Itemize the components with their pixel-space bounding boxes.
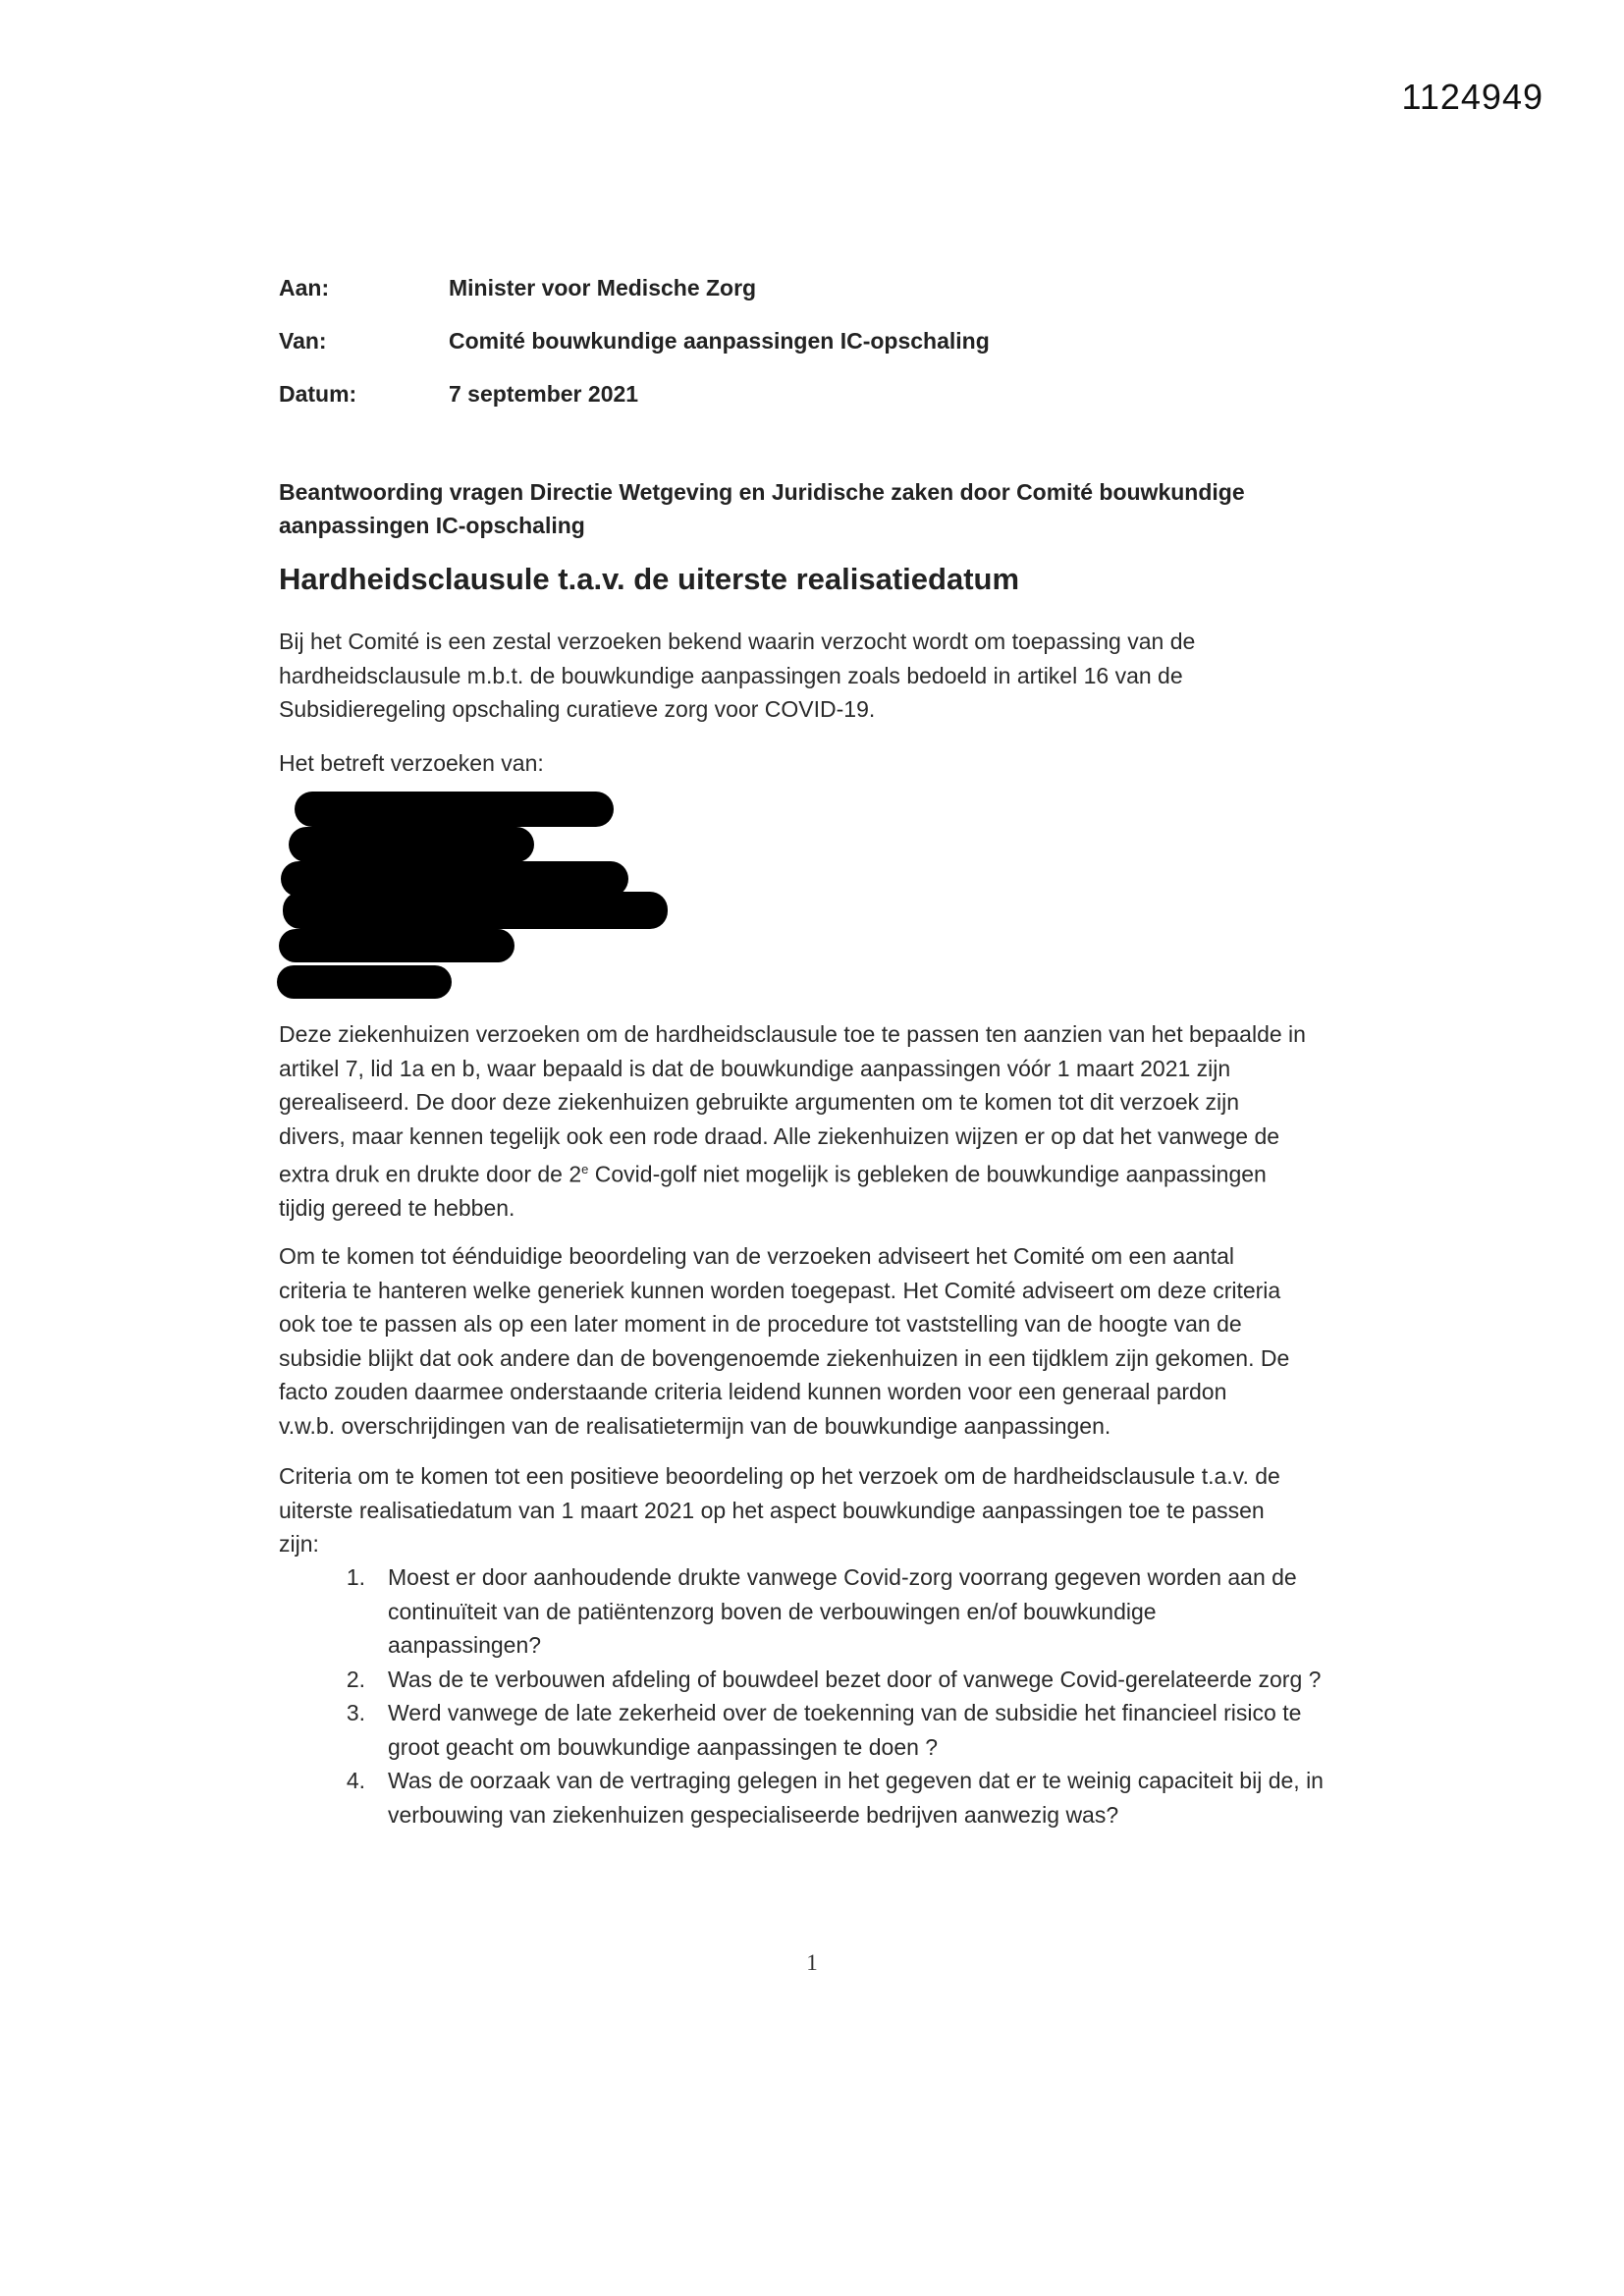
list-item-line: verbouwing van ziekenhuizen gespecialiseerde bedrijven aanwezig was? <box>388 1801 1119 1828</box>
advice-line-6: v.w.b. overschrijdingen van de realisatietermijn van de bouwkundige aanpassingen. <box>279 1412 1111 1439</box>
list-item-number: 3. <box>346 1700 365 1725</box>
redaction-bar-6 <box>277 965 452 999</box>
from-label: Van: <box>279 327 327 354</box>
memo-row-from <box>279 314 990 367</box>
redaction-bar-1 <box>295 792 614 827</box>
list-item-text <box>365 1560 1370 1663</box>
list-item-line: Moest er door aanhoudende drukte vanwege Covid-zorg voorrang gegeven worden aan de <box>388 1564 1297 1590</box>
memo-row-date <box>279 367 990 420</box>
list-item <box>279 1764 1379 1831</box>
list-item-line: continuïteit van de patiëntenzorg boven de verbouwingen en/of bouwkundige <box>388 1598 1157 1624</box>
list-item-line: groot geacht om bouwkundige aanpassingen te doen ? <box>388 1733 939 1760</box>
advice-line-1: Om te komen tot éénduidige beoordeling van de verzoeken adviseert het Comité om een aantal <box>279 1243 1234 1269</box>
intro-line-3: Subsidieregeling opschaling curatieve zorg voor COVID-19. <box>279 696 876 722</box>
redaction-bar-5 <box>279 929 514 962</box>
requests-line-5-sup: e <box>581 1162 589 1176</box>
subject-line <box>279 475 1359 542</box>
criteria-line-1: Criteria om te komen tot een positieve beoordeling op het verzoek om de hardheidsclausule t.a.v. de <box>279 1463 1280 1489</box>
list-item-number: 4. <box>346 1768 365 1793</box>
requests-line-5-a: extra druk en drukte door de 2 <box>279 1161 582 1187</box>
advice-line-2: criteria te hanteren welke generiek kunnen worden toegepast. Het Comité adviseert om deze criteria <box>279 1277 1281 1303</box>
criteria-list <box>279 1560 1379 1831</box>
intro-line-1: Bij het Comité is een zestal verzoeken bekend waarin verzocht wordt om toepassing van de <box>279 629 1196 654</box>
list-item-text <box>365 1764 1370 1831</box>
requests-line-3: gerealiseerd. De door deze ziekenhuizen gebruikte argumenten om te komen tot dit verzoek zijn <box>279 1089 1240 1115</box>
document-id: 1124949 <box>1401 77 1543 117</box>
subject-line-1: Beantwoording vragen Directie Wetgeving en Juridische zaken door Comité bouwkundige <box>279 479 1245 505</box>
list-item <box>279 1696 1379 1764</box>
from-value: Comité bouwkundige aanpassingen IC-opschaling <box>449 327 990 354</box>
list-item-text <box>365 1696 1370 1764</box>
requests-paragraph <box>279 1017 1359 1226</box>
list-item-line: Was de oorzaak van de vertraging gelegen in het gegeven dat er te weinig capaciteit bij de, in <box>388 1768 1324 1793</box>
advice-line-5: facto zouden daarmee onderstaande criteria leidend kunnen worden voor een generaal pardon <box>279 1379 1227 1404</box>
list-item-text <box>365 1663 1370 1697</box>
list-item-line: aanpassingen? <box>388 1632 542 1658</box>
section-heading: Hardheidsclausule t.a.v. de uiterste realisatiedatum <box>279 562 1020 596</box>
criteria-line-2: uiterste realisatiedatum van 1 maart 2021 op het aspect bouwkundige aanpassingen toe te passen <box>279 1497 1265 1523</box>
date-label: Datum: <box>279 380 357 407</box>
to-value: Minister voor Medische Zorg <box>449 274 757 301</box>
list-item-number: 1. <box>346 1564 365 1590</box>
list-item-line: Was de te verbouwen afdeling of bouwdeel bezet door of vanwege Covid-gerelateerde zorg ? <box>388 1666 1322 1692</box>
redaction-bar-4 <box>283 892 668 929</box>
intro-line-2: hardheidsclausule m.b.t. de bouwkundige aanpassingen zoals bedoeld in artikel 16 van de <box>279 662 1183 688</box>
subject-line-2: aanpassingen IC-opschaling <box>279 513 585 538</box>
criteria-paragraph <box>279 1459 1359 1561</box>
advice-paragraph <box>279 1239 1359 1443</box>
date-value: 7 september 2021 <box>449 380 639 407</box>
intro-paragraph <box>279 625 1359 727</box>
requests-line-4: divers, maar kennen tegelijk ook een rode draad. Alle ziekenhuizen wijzen er op dat het vanwege de <box>279 1122 1280 1149</box>
requests-line-1: Deze ziekenhuizen verzoeken om de hardheidsclausule toe te passen ten aanzien van het bepaalde in <box>279 1021 1306 1047</box>
list-item-number: 2. <box>346 1666 365 1692</box>
memo-header <box>279 261 990 420</box>
advice-line-3: ook toe te passen als op een later moment in de procedure tot vaststelling van de hoogte van de <box>279 1311 1242 1337</box>
list-item <box>279 1560 1379 1663</box>
requests-line-5 <box>279 1153 1359 1191</box>
requests-intro: Het betreft verzoeken van: <box>279 750 544 776</box>
to-label: Aan: <box>279 274 330 301</box>
redaction-bar-2 <box>289 827 534 862</box>
advice-line-4: subsidie blijkt dat ook andere dan de bovengenoemde ziekenhuizen in een tijdklem zijn gekomen. De <box>279 1344 1290 1371</box>
criteria-line-3: zijn: <box>279 1531 319 1557</box>
requests-line-2: artikel 7, lid 1a en b, waar bepaald is dat de bouwkundige aanpassingen vóór 1 maart 2021 zijn <box>279 1055 1231 1081</box>
requests-line-6: tijdig gereed te hebben. <box>279 1195 515 1222</box>
list-item-line: Werd vanwege de late zekerheid over de toekenning van de subsidie het financieel risico te <box>388 1700 1302 1725</box>
list-item <box>279 1663 1379 1697</box>
page-number: 1 <box>806 1950 818 1975</box>
memo-row-to <box>279 261 990 314</box>
requests-line-5-b: Covid-golf niet mogelijk is gebleken de bouwkundige aanpassingen <box>588 1161 1267 1187</box>
